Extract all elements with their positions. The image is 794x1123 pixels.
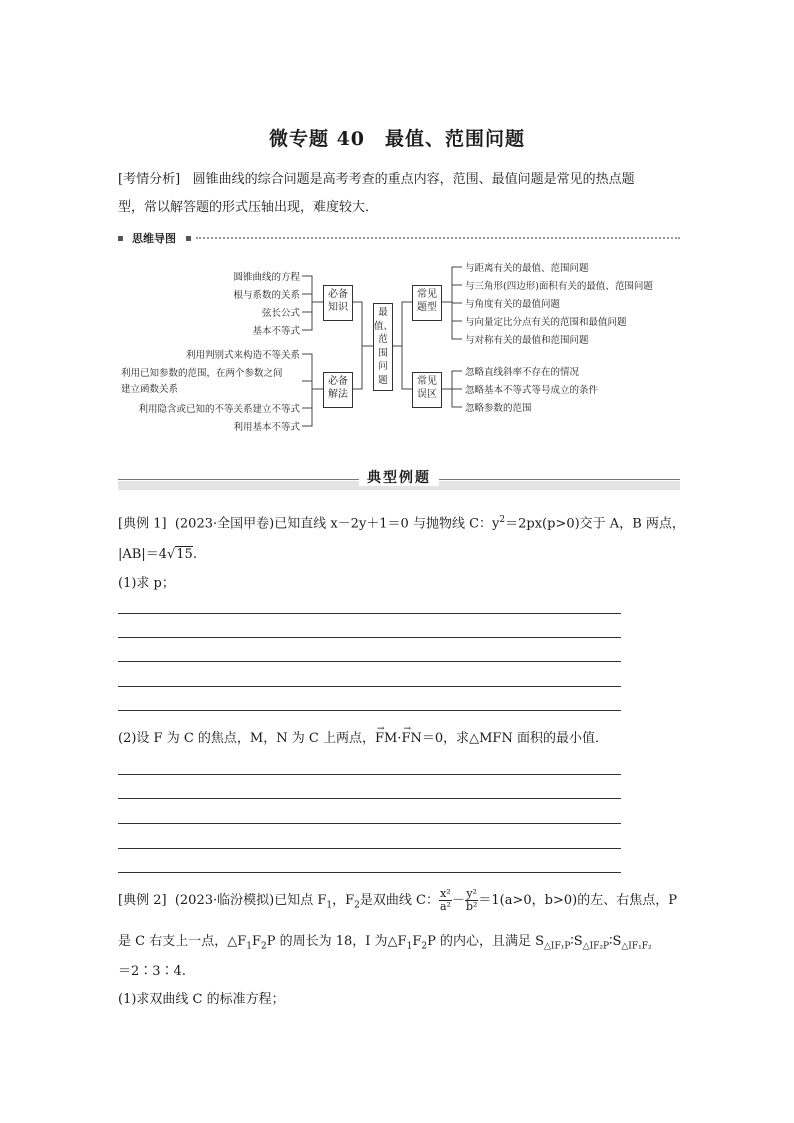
example2-part1: (1)求双曲线 C 的标准方程； [118, 992, 285, 1007]
line2-c: P 的内心，且满足 S [427, 934, 544, 949]
mindmap-item: 圆锥曲线的方程 [233, 272, 300, 283]
example1-source: (2023·全国甲卷) [174, 516, 275, 532]
analysis-text-1: 圆锥曲线的综合问题是高考考查的重点内容，范围、最值问题是常见的热点题 [192, 172, 635, 187]
mindmap-connectors [0, 0, 794, 440]
mindmap-section-label: 思维导图 [132, 232, 176, 245]
node-text: 题型 [417, 302, 437, 313]
mindmap-item: 利用基本不等式 [233, 422, 300, 433]
example2-stem-a: 已知点 F [274, 893, 327, 908]
node-text: 必备 [328, 376, 348, 387]
node-text: 常见 [417, 376, 437, 387]
ab-length-root: 15 [176, 547, 193, 562]
mindmap-item: 与三角形(四边形)面积有关的最值、范围问题 [465, 281, 653, 292]
vector-fn: → FN [401, 729, 421, 749]
mindmap-item: 忽略参数的范围 [465, 403, 532, 414]
example1-stem-a: 已知直线 x－2y＋1＝0 与抛物线 C：y [274, 516, 500, 532]
example2-label: [典例 2] [118, 893, 167, 908]
node-text: 知识 [328, 302, 348, 313]
example1-ab-length: |AB|＝4√15. [118, 547, 197, 562]
subscript: 2 [354, 900, 360, 911]
fraction-x [439, 888, 452, 913]
subscript: △IF₂P [582, 941, 610, 952]
example2-stem-b: ，F [332, 893, 355, 908]
example2-line2: 是 C 右支上一点，$\triangle F_1F_2P$ 的周长为 18，I 为$\triangle F_1F_2P$ 的内心，且满足 $S_{\triangle IF_1P}∶S_{\triangle IF_2P}∶S_{\triangle IF_1F_2}$ [118, 934, 652, 952]
example1-stem-b: ＝2px(p>0)交于 A，B 两点， [505, 516, 685, 532]
subscript: 2 [421, 941, 428, 952]
node-text: 常见 [417, 289, 437, 300]
answer-line[interactable] [118, 661, 621, 662]
mindmap-item: 根与系数的关系 [233, 290, 300, 301]
vector-fm: → FM [375, 729, 397, 749]
mindmap-item: 与角度有关的最值问题 [465, 299, 561, 310]
subscript: △IF₁P [544, 941, 571, 952]
part2-text-b: ＝0，求△MFN 面积的最小值． [421, 731, 608, 746]
mindmap-item: 与对称有关的最值和范围问题 [465, 335, 589, 346]
node-text: 问 [378, 361, 388, 372]
example2-ratio: ＝2∶3∶4. [118, 964, 186, 979]
analysis-text-2: 型，常以解答题的形式压轴出现，难度较大． [118, 200, 379, 215]
node-text: 最 [378, 307, 388, 318]
analysis-tag: [考情分析] [118, 172, 181, 187]
node-text: 值、 [374, 320, 394, 332]
mindmap-item: 忽略直线斜率不存在的情况 [465, 367, 580, 378]
answer-line[interactable] [118, 848, 621, 849]
answer-line[interactable] [118, 613, 621, 614]
mindmap-item: 利用判别式来构造不等关系 [185, 350, 300, 361]
subscript: 2 [261, 941, 267, 952]
frac-den: b² [465, 900, 478, 913]
exponent: 2 [499, 515, 506, 525]
node-text: 围 [378, 347, 388, 359]
subscript: 1 [246, 941, 252, 952]
mindmap-node-knowledge [323, 285, 353, 321]
frac-den: a² [439, 900, 451, 913]
example2-source: (2023·临汾模拟) [174, 893, 275, 908]
mindmap-node-types [412, 285, 442, 321]
mindmap-node-pitfalls [412, 372, 442, 408]
examples-banner [118, 467, 680, 491]
frac-num: y² [466, 887, 477, 900]
node-text: 解法 [328, 389, 348, 400]
example2-stem: [典例 2] (2023·临汾模拟)已知点 $F_1$，$F_2$是双曲线 C： $\frac{\text{x²}}{\text{a²}}$ － $\frac{\text{y²}}{\text{b²}}$ ＝1(a>0，b>0)的左、右焦点，P [118, 887, 677, 913]
mindmap-item: 建立函数关系 [121, 384, 179, 395]
line2-a: 是 C 右支上一点，△F [118, 934, 247, 949]
part2-text-a: (2)设 F 为 C 的焦点，M，N 为 C 上两点， [118, 731, 375, 746]
answer-line[interactable] [118, 774, 621, 775]
banner-title-wrap [118, 467, 680, 487]
mindmap-item: 与距离有关的最值、范围问题 [465, 263, 589, 274]
example1-part1: (1)求 p； [118, 576, 175, 591]
mindmap-item: 基本不等式 [252, 326, 300, 337]
mindmap-item: 利用隐含或已知的不等关系建立不等式 [138, 404, 300, 415]
mindmap-node-methods [323, 372, 353, 408]
subscript: 1 [406, 941, 413, 952]
node-text: 必备 [328, 289, 348, 300]
page-title: 微专题 40 最值、范围问题 [268, 128, 526, 150]
answer-line[interactable] [118, 637, 621, 638]
fraction-y [465, 888, 478, 913]
answer-line[interactable] [118, 710, 621, 711]
example2-stem-c: 是双曲线 C： [359, 893, 439, 908]
examples-banner-title: 典型例题 [359, 470, 439, 486]
node-text: 题 [378, 374, 388, 386]
mindmap-item: 与向量定比分点有关的范围和最值问题 [465, 317, 627, 328]
example2-stem-d: ＝1(a>0，b>0)的左、右焦点，P [478, 893, 677, 908]
frac-num: x² [440, 887, 451, 900]
answer-line[interactable] [118, 798, 621, 799]
node-text: 范 [378, 334, 388, 345]
mindmap-item: 忽略基本不等式等号成立的条件 [465, 385, 599, 396]
answer-line[interactable] [118, 686, 621, 687]
mindmap-center-node [373, 303, 393, 391]
mindmap-item: 利用已知参数的范围，在两个参数之间 [121, 368, 283, 379]
line2-b: P 的周长为 18，I 为△F [266, 934, 407, 949]
mindmap-item: 弦长公式 [261, 308, 300, 319]
answer-line[interactable] [118, 872, 621, 873]
subscript: △IF₁F₂ [621, 941, 652, 952]
subscript: 1 [326, 900, 333, 911]
example1-stem [118, 510, 685, 534]
node-text: 误区 [417, 389, 437, 400]
example1-part2: (2)设 F 为 C 的焦点，M，N 为 C 上两点，→ FM·→ FN＝0，求△MFN 面积的最小值． [118, 729, 608, 749]
example1-label: [典例 1] [118, 516, 167, 532]
sqrt-sign: √ [166, 547, 176, 562]
answer-line[interactable] [118, 823, 621, 824]
ab-length-prefix: |AB|＝4 [118, 547, 167, 562]
